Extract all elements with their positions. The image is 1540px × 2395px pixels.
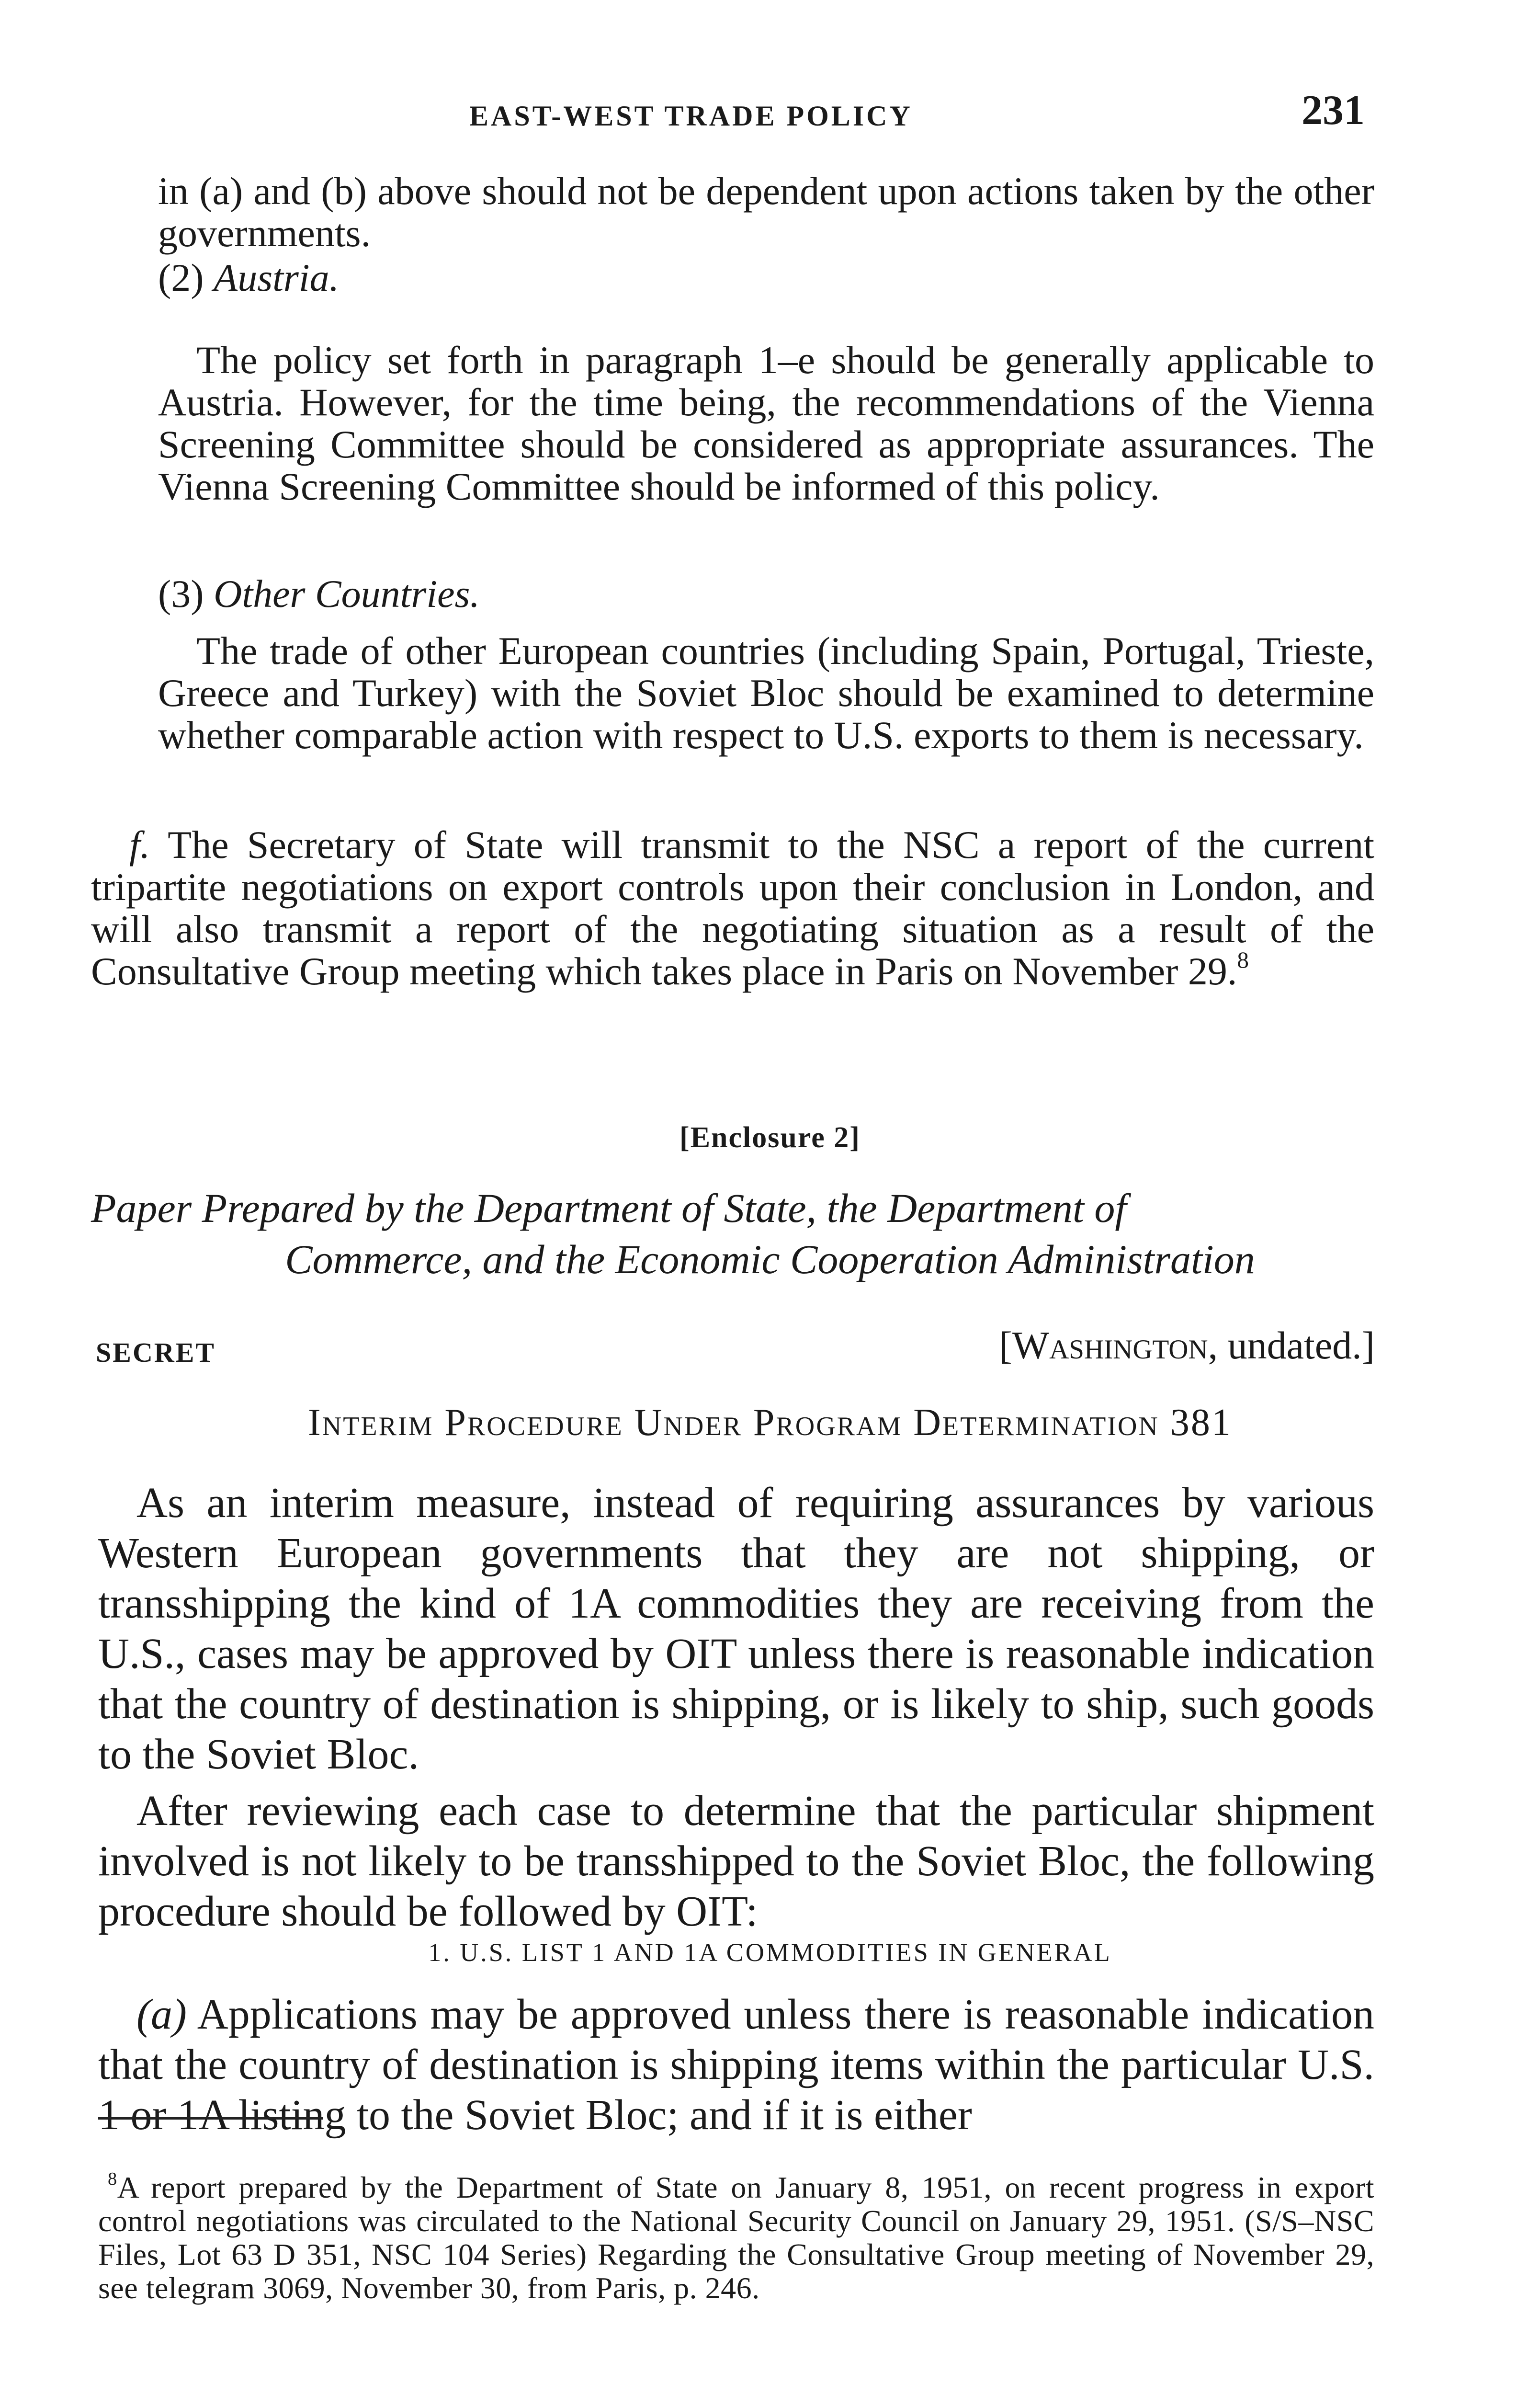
paragraph-f-label: f. xyxy=(129,823,150,867)
body-paragraph-2: After reviewing each case to determine that the particular shipment involved is not likely to be transshipped to the Soviet Bloc, the following procedure should be followed by OIT: xyxy=(98,1787,1374,1935)
austria-number: (2) xyxy=(158,256,204,299)
body-paragraph-3-text: Applications may be approved unless there is reasonable indication that the country of destination is shipping items within the particular U.S. 1 or 1A listing to the Soviet Bloc; and if it is either xyxy=(98,1991,1374,2139)
body-paragraph-3-label: (a) xyxy=(136,1991,187,2038)
paragraph-f-text: The Secretary of State will transmit to the NSC a report of the current tripartite negotiations on export controls upon their conclusion in London, and will also transmit a report of the negotiating situation as a result of the Consultative Group meeting which takes place in Paris on November 29. xyxy=(91,823,1374,993)
footnote-divider xyxy=(98,2117,323,2120)
body-paragraph-1: As an interim measure, instead of requiring assurances by various Western European governments that they are not shipping, or transshipping the kind of 1A commodities they are receiving from the U.S., cases may be approved by OIT unless there is reasonable indication that the country of destination is shipping, or is likely to ship, such goods to the Soviet Bloc. xyxy=(98,1479,1374,1778)
austria-title: Austria. xyxy=(214,256,340,299)
other-countries-number: (3) xyxy=(158,572,204,616)
other-countries-heading xyxy=(158,572,480,616)
austria-heading xyxy=(158,256,339,299)
other-countries-title: Other Countries. xyxy=(214,572,480,616)
list-heading: 1. U.S. LIST 1 AND 1A COMMODITIES IN GENERAL xyxy=(428,1938,1112,1967)
footnote xyxy=(98,2171,1374,2305)
dateline-open: [ xyxy=(999,1323,1012,1367)
other-countries-paragraph: The trade of other European countries (including Spain, Portugal, Trieste, Greece and Turkey) with the Soviet Bloc should be examined to determine whether comparable action with respect to U.S. exports to them is necessary. xyxy=(158,629,1374,757)
document-title-line2: Commerce, and the Economic Cooperation Administration xyxy=(285,1236,1255,1282)
dateline-rest: , undated.] xyxy=(1208,1323,1375,1367)
austria-paragraph: The policy set forth in paragraph 1–e should be generally applicable to Austria. However, for the time being, the recommendations of the Vienna Screening Committee should be considered as appropriate assurances. The Vienna Screening Committee should be informed of this policy. xyxy=(158,338,1374,508)
dateline xyxy=(999,1323,1375,1368)
running-title: EAST-WEST TRADE POLICY xyxy=(469,100,913,132)
footnote-reference: 8 xyxy=(1237,947,1249,973)
paragraph-f xyxy=(91,824,1374,992)
continuation-paragraph: in (a) and (b) above should not be dependent upon actions taken by the other governments. xyxy=(158,169,1374,255)
section-title: Interim Procedure Under Program Determination 381 xyxy=(308,1402,1232,1444)
classification-marking: SECRET xyxy=(96,1337,216,1368)
footnote-marker: 8 xyxy=(108,2169,117,2190)
footnote-text: A report prepared by the Department of State on January 8, 1951, on recent progress in export control negotiations was circulated to the National Security Council on January 29, 1951. (S/S–NSC Files, Lot 63 D 351, NSC 104 Series) Regarding the Consultative Group meeting of November 29, see telegram 3069, November 30, from Paris, p. 246. xyxy=(98,2170,1374,2305)
document-title-line1: Paper Prepared by the Department of State, the Department of xyxy=(91,1185,1127,1231)
page-number: 231 xyxy=(1302,87,1365,134)
running-head xyxy=(96,87,1365,144)
dateline-place: Washington xyxy=(1012,1323,1208,1367)
enclosure-label: [Enclosure 2] xyxy=(679,1121,861,1154)
